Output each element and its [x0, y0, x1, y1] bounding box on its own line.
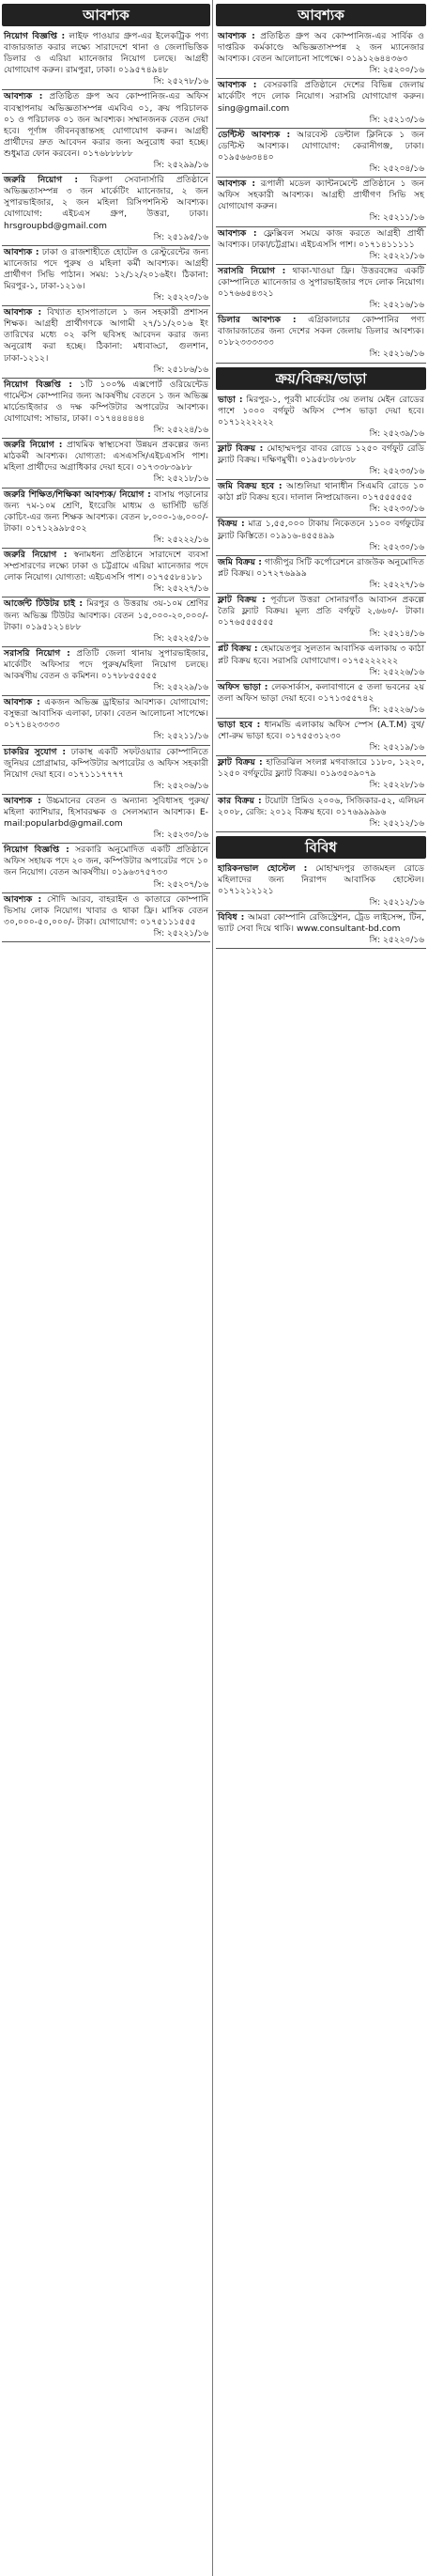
ad-text: লাইফ পাওয়ার গ্রুপ-এর ইলেকট্রিক পণ্য বাজারজাত করার লক্ষ্যে সারাদেশে থানা ও জেলাভিত্তিক ডিলার ও এরিয়া ম্যানেজার নিয়োগ চলছে। আগ্রহী যোগাযোগ করুন। রামপুরা, ঢাকা। ০১৯৫৭৪৯৪৮ — [4, 31, 208, 76]
classified-ad — [216, 795, 426, 832]
section-header-bibidh: বিবিধ — [216, 836, 426, 859]
ad-reference: সি: ২৫২৩০/১৬ — [369, 542, 424, 552]
ad-text: মিরপুর ও উত্তরায় ৩য়-১০ম শ্রেণির জন্য অভিজ্ঞ টিউটর আবশ্যক। বেতন ১৫,০০০-২০,০০০/- টাকা। ০১৯৫১২১৪৮৮ — [4, 598, 208, 632]
classified-ad — [2, 696, 210, 745]
ad-reference: সি: ২৫২১৪/১৬ — [369, 629, 424, 640]
classified-ad — [216, 394, 426, 442]
ad-text: থাকা-খাওয়া ফ্রি। উত্তরবঙ্গের একটি কোম্পানিতে ম্যানেজার ও সুপারভাইজার পদে লোক নিয়োগ। ০১৭৬৬৫৪৩২১ — [218, 265, 424, 299]
ad-reference: সি: ২৫২২০/১৬ — [369, 936, 424, 946]
classified-ad — [2, 30, 210, 90]
ad-reference: সি: ২৫২১৬/১৬ — [369, 301, 424, 311]
ad-reference: সি: ২৫১৯৫/১৬ — [153, 232, 208, 242]
ad-reference: সি: ২৫২০৬/১৬ — [153, 781, 208, 791]
ad-text: ফ্লেক্সিবল সময়ে কাজ করতে আগ্রহী প্রার্থী আবশ্যক। ঢাকা/চট্টগ্রাম। এইচএসসি পাশ। ০১৭১৪১১১১১ — [218, 227, 425, 250]
classified-ad — [2, 893, 210, 942]
ad-reference: সি: ২৫২০৪/১৬ — [369, 164, 424, 175]
ad-reference: সি: ২৫২০০/১৬ — [369, 66, 424, 76]
ad-text: পূর্বাচল উত্তরা সোনারগাঁও আবাসন প্রকল্পে তৈরি ফ্ল্যাট বিক্রয়। মূল্য প্রতি বর্গফুট ২,৬৬০/- টাকা। ০১৭৬৫৫৫৫৫৫ — [218, 595, 424, 628]
ad-lead: সরাসরি নিয়োগ : — [4, 647, 70, 659]
ad-reference: সি: ২৫২২৮/১৬ — [369, 781, 424, 791]
ad-reference: সি: ২৫২১৩/১৬ — [369, 115, 424, 125]
ad-text: প্রতিষ্ঠিত গ্রুপ অব কোম্পানিজ-এর সার্বিক ও দাপ্তরিক কর্মকাণ্ডে অভিজ্ঞতাসম্পন্ন ২ জন ম্যানেজার আবশ্যক। বেতন আলোচনা সাপেক্ষে। ০১৯১২৬৪৪৩৬৩ — [218, 31, 424, 65]
ad-reference: সি: ২৫২০৭/১৬ — [153, 879, 208, 890]
ad-text: বেসরকারি প্রতিষ্ঠানে দেশের বিভিন্ন জেলায় মার্কেটিং পদে লোক নিয়োগ। সরাসরি যোগাযোগ করুন। sing@gmail.com — [218, 80, 424, 114]
section-header-kroy-bikroy: ক্রয়/বিক্রয়/ভাড়া — [216, 367, 426, 390]
ad-text: ১টি ১০০% এক্সপোর্ট ওরিয়েন্টেড গার্মেন্টস কোম্পানির জন্য আকর্ষণীয় বেতনে ১ জন অভিজ্ঞ মার্চেন্ডাইজার ও দক্ষ কম্পিউটার অপারেটর আবশ্যক। যোগাযোগ: সাভার, ঢাকা। ০১৭৪৪৪৪৪৪ — [4, 379, 208, 424]
classified-ad — [216, 442, 426, 480]
ad-reference: সি: ২৫১৮৬/১৬ — [153, 365, 208, 375]
ad-lead: আবশ্যক : — [4, 91, 43, 102]
ad-text: রূপালী মডেল ক্যান্টনমেন্টে প্রতিষ্ঠানে ১ জন অফিস সহকারী আবশ্যক। আগ্রহী প্রার্থীগণ সিভি সহ যোগাযোগ করুন। — [218, 178, 425, 212]
ad-reference: সি: ২৫২১৯/১৬ — [369, 743, 424, 753]
ad-lead: চাকরির সুযোগ : — [4, 746, 67, 757]
ad-text: আশুলিয়া থানাধীন সিএমবি রোডে ১০ কাঠা প্লট বিক্রয় হবে। দালাল নিষ্প্রয়োজন। ০১৭৫৫৫৫৫৫ — [218, 481, 424, 504]
ad-lead: নিয়োগ বিজ্ঞপ্তি : — [4, 31, 66, 41]
ad-reference: সি: ২৫২৩৯/১৬ — [369, 428, 424, 439]
ad-lead: ডেন্টিস্ট আবশ্যক : — [218, 129, 291, 140]
classified-ad — [216, 518, 426, 555]
column-divider — [212, 0, 213, 2576]
ad-lead: আবশ্যক : — [218, 227, 257, 239]
classified-ad — [2, 489, 210, 549]
ad-text: আমরা কোম্পানি রেজিস্ট্রেশন, ট্রেড লাইসেন্স, টিন, ভ্যাট সেবা দিয়ে থাকি। www.consultant-bd.com — [218, 912, 424, 935]
classified-ad — [2, 439, 210, 488]
ad-reference: সি: ২৫২২১/১৬ — [153, 928, 208, 939]
classified-ad — [2, 379, 210, 439]
ad-lead: আবশ্যক : — [218, 80, 257, 91]
ad-lead: জরুরি শিক্ষিত/শিক্ষিকা আবশ্যক/ নিয়োগ : — [4, 489, 151, 500]
ad-text: মাত্র ১,৫৫,০০০ টাকায় নিকেতনে ১১০০ বর্গফুটের ফ্ল্যাট কিস্তিতে। ০১৯১৬-৪৫৫৪৯৯ — [218, 519, 424, 541]
classified-ad — [216, 862, 426, 911]
classified-ad — [216, 227, 426, 265]
ad-text: এগ্রিকালচার কোম্পানির পণ্য বাজারজাতের জন্য দেশের সকল জেলায় ডিলার আবশ্যক। ০১৮২৩৩৩৩৩৩ — [218, 315, 424, 349]
ad-reference: সি: ২৫২৩৩/১৬ — [369, 467, 424, 477]
ad-reference: সি: ২৫২২৭/১৬ — [153, 584, 208, 595]
ad-lead: ফ্লাট বিক্রয় : — [218, 757, 263, 768]
ad-lead: জরুরি নিয়োগ : — [4, 440, 63, 451]
ad-lead: অফিস ভাড়া : — [218, 681, 268, 692]
ad-lead: বিবিধ : — [218, 912, 245, 923]
ad-reference: সি: ২৫২২৫/১৬ — [153, 633, 208, 644]
ad-text: একজন অভিজ্ঞ ড্রাইভার আবশ্যক। যোগাযোগ: বসুন্ধরা আবাসিক এলাকা, ঢাকা। বেতন আলোচনা সাপেক্ষে। ০১৭১৪২৩৩৩৩ — [4, 697, 208, 731]
section-header-abashyak-right: আবশ্যক — [216, 4, 426, 26]
classified-ad — [2, 306, 210, 379]
classified-ad — [2, 90, 210, 174]
ad-reference: সি: ২৫২১৬/১৬ — [369, 349, 424, 360]
ad-text: স্বনামধন্য প্রতিষ্ঠানে সারাদেশে ব্যবসা সম্প্রসারণের লক্ষ্যে ঢাকা ও চট্টগ্রামে এরিয়া ম্যানেজার পদে লোক নিয়োগ। যোগ্যতা: এইচএসসি পাশ। ০১৭৫৫৮৪১৮১ — [4, 550, 208, 583]
ad-lead: আবশ্যক : — [218, 31, 255, 41]
ad-lead: আবশ্যক : — [4, 893, 42, 905]
ad-lead: ফ্লাট বিক্রয় : — [218, 595, 266, 606]
ad-text: লেকসার্কাস, কলাবাগানে ৫ তলা ভবনের ২য় তলা অফিস ভাড়া দেয়া হবে। ০১৭১৩৫৫৭৪২ — [218, 681, 424, 704]
ad-lead: সরাসরি নিয়োগ : — [218, 265, 286, 276]
ad-text: হেমায়েতপুর সুলতান আবাসিক এলাকায় ৩ কাঠা প্লট বিক্রয় হবে। সরাসরি যোগাযোগ। ০১৭৫২২২২২২ — [218, 644, 425, 666]
right-ads-list-3 — [216, 862, 426, 950]
ad-reference: সি: ২৫২১৮/১৬ — [153, 474, 208, 485]
classified-ad — [216, 314, 426, 363]
ad-text: হাতিরঝিল সংলগ্ন মগবাজারে ১১৮০, ১২২০, ১২৫০ বর্গফুটের ফ্ল্যাট বিক্রয়। ০১৯৩৫০৯০৭৯ — [218, 757, 424, 780]
ad-text: মোহাম্মদপুর তাজমহল রোডে মহিলাদের জন্য নিরাপদ আবাসিক হোস্টেল। ০১৭১২১২১২১ — [218, 862, 424, 896]
ad-text: ঢাকা ও রাজশাহীতে হোটেল ও রেস্টুরেন্টের জন্য ম্যানেজার পদে পুরুষ ও মহিলা কর্মী আবশ্যক। আগ্রহী প্রার্থীগণ সিভি পাঠান। সময়: ১২/১২/২০১৬ইং। ঠিকানা: মিরপুর-১, ঢাকা-১২১৬। — [4, 246, 208, 291]
classified-ad — [2, 549, 210, 597]
ad-lead: জমি বিক্রয় : — [218, 556, 262, 567]
ad-reference: সি: ২৫২২৬/১৬ — [369, 667, 424, 677]
ad-lead: ফ্লাট বিক্রয় : — [218, 442, 264, 454]
ad-lead: আবশ্যক : — [4, 795, 41, 806]
ad-reference: সি: ২৫২২৪/১৬ — [153, 426, 208, 436]
classified-ad — [216, 129, 426, 178]
ad-reference: সি: ২৫২৭৮/১৬ — [153, 77, 208, 87]
classified-ad — [2, 174, 210, 246]
ad-reference: সি: ২৫২২০/১৬ — [153, 293, 208, 303]
ad-reference: সি: ২৫২১২/১৬ — [369, 818, 424, 829]
ad-lead: আবশ্যক : — [218, 178, 256, 190]
classified-ad — [2, 746, 210, 795]
ad-reference: সি: ২৫২৯৯/১৬ — [153, 161, 208, 171]
ad-text: উচ্চমানের বেতন ও অন্যান্য সুবিধাসহ পুরুষ/মহিলা ক্যাশিয়ার, হিসাবরক্ষক ও সেলসম্যান আবশ্যক। E-mail:popularbd@gmail.com — [4, 795, 208, 830]
classified-ad — [2, 844, 210, 892]
ad-lead: ভাড়া : — [218, 394, 243, 405]
ad-reference: সি: ২৫২৩০/১৬ — [153, 830, 208, 841]
classified-ad — [216, 265, 426, 314]
ad-lead: আবশ্যক : — [4, 246, 39, 257]
ad-lead: হারিকনভাল হোস্টেল : — [218, 862, 308, 874]
ad-lead: আর্জেন্ট টিউটর চাই : — [4, 598, 84, 610]
ad-reference: সি: ২৫২২১/১৬ — [369, 251, 424, 261]
ad-text: ধানমন্ডি এলাকায় অফিস স্পেস (A.T.M) বুথ/শো-রুম ভাড়া হবে। ০১৭৫৫৩১২৩০ — [218, 719, 424, 742]
classified-ad — [216, 719, 426, 756]
right-ads-list-1 — [216, 30, 426, 364]
ad-text: প্রতিটি জেলা থানায় সুপারভাইজার, মার্কেটিং অফিসার পদে পুরুষ/মহিলা নিয়োগ চলছে। আকর্ষণীয় বেতন ও কমিশন। ০১৭৮৮৫৫৫৫৫ — [4, 647, 208, 681]
classified-ad — [216, 30, 426, 79]
ad-reference: সি: ২৫২২৯/১৬ — [153, 683, 208, 693]
ad-reference: সি: ২৫২২২/১৬ — [153, 535, 208, 545]
ad-text: বিরুপা সেবানার্সারি প্রতিষ্ঠানে অভিজ্ঞতাসম্পন্ন ৩ জন মার্কেটিং ম্যানেজার, ২ জন সুপারভাইজার, ২ জন মহিলা রিসিপশনিস্ট আবশ্যক। যোগাযোগ: এইচএস গ্রুপ, উত্তরা, ঢাকা। hrsgroupbd@gmail.com — [4, 175, 208, 231]
ad-lead: ডিলার আবশ্যক : — [218, 315, 297, 326]
section-header-abashyak: আবশ্যক — [2, 4, 210, 26]
ad-lead: কার বিক্রয় : — [218, 795, 262, 806]
right-ads-list-2 — [216, 394, 426, 832]
classified-ad — [2, 246, 210, 306]
ad-lead: আবশ্যক : — [4, 307, 42, 318]
ad-lead: ভাড়া হবে : — [218, 719, 261, 730]
classified-ad — [2, 597, 210, 646]
ad-text: আরবেস্ট ডেন্টাল ক্লিনিকে ১ জন ডেন্টিস্ট আবশ্যক। যোগাযোগ: কেরানীগঞ্জ, ঢাকা। ০১৯৫৬৬৩৪৪০ — [218, 129, 424, 163]
ad-text: বাসায় পড়ানোর জন্য ৭ম-১০ম শ্রেণি, ইংরেজি মাধ্যম ও ভার্সিটি ভর্তি কোচিং-এর জন্য শিক্ষক আবশ্যক। বেতন ৮,০০০-১৬,০০০/- টাকা। ০১৭১২৯৯৮৫০২ — [4, 489, 208, 534]
ad-reference: সি: ২৫২৩৩/১৬ — [369, 504, 424, 515]
classified-ad — [216, 79, 426, 128]
classified-ad — [216, 756, 426, 794]
ad-lead: বিক্রয় : — [218, 519, 245, 530]
ad-text: গাজীপুর সিটি কর্পোরেশনে রাজউক অনুমোদিত প্লট বিক্রয়। ০১৭২৭৬৯৯৯ — [218, 556, 425, 579]
classified-ad — [216, 643, 426, 680]
ad-lead: আবশ্যক : — [4, 697, 40, 708]
right-column — [216, 0, 426, 949]
ad-text: টয়োটা প্রিমিও ২০০৬, সিজিকার-৫২, এলিয়ন ২০০৮, রেজি: ২০১২ বিক্রয় হবে। ০১৭৬৯৯৯৯৬ — [218, 795, 424, 817]
ad-text: প্রাথমিক স্বাস্থ্যসেবা উন্নয়ন প্রকল্পের জন্য মাঠকর্মী আবশ্যক। যোগ্যতা: এসএসসি/এইচএসসি পাশ। মহিলা প্রার্থীদের অগ্রাধিকার দেয়া হবে। ০১৭৩৩৮৩৯৮৮ — [4, 440, 208, 473]
classified-ad — [2, 647, 210, 696]
ad-lead: জরুরি নিয়োগ : — [4, 175, 79, 186]
ad-text: বিখ্যাত হাসপাতালে ১ জন সহকারী প্রশাসন শিক্ষক। আগ্রহী প্রার্থীগণকে আগামী ২৭/১১/২০১৬ ইং তারিখের মধ্যে ০২ কপি ছবিসহ আবেদন করার জন্য অনুরোধ করা হচ্ছে। ঠিকানা: মধ্যবাড্ডা, গুলশান, ঢাকা-১২১২। — [4, 307, 208, 364]
ad-text: সরকারি অনুমোদিত একটি প্রতিষ্ঠানে অফিস সহায়ক পদে ২০ জন, কম্পিউটার অপারেটর পদে ১০ জন নিয়োগ। বেতন আকর্ষণীয়। ০১৯৬৩৭৫৭৩৩ — [4, 845, 208, 878]
classified-ad — [216, 480, 426, 518]
ad-lead: নিয়োগ বিজ্ঞপ্তি : — [4, 379, 72, 390]
left-ads-list — [2, 30, 210, 942]
ad-lead: জরুরি নিয়োগ : — [4, 550, 68, 561]
ad-lead: জমি বিক্রয় হবে : — [218, 481, 283, 492]
ad-text: প্রতিষ্ঠিত গ্রুপ অব কোম্পানিজ-এর অফিস ব্যবস্থাপনায় অভিজ্ঞতাসম্পন্ন এমবিএ ০১, ক্রয় পরিচালক ০১ ও পরিচালক ০১ জন আবশ্যক। সম্মানজনক বেতন দেয়া হবে। পূর্ণাঙ্গ জীবনবৃত্তান্তসহ যোগাযোগ করুন। আগ্রহী প্রার্থীদের দ্রুত আবেদন করার জন্য অনুরোধ করা হচ্ছে। শুধুমাত্র ফোন করবেন। ০১৭৬৮৮৮৮৮ — [4, 91, 208, 159]
classified-ad — [216, 178, 426, 226]
ad-text: সৌদি আরব, বাহরাইন ও কাতারে কোম্পানি ভিসায় লোক নিয়োগ। খাবার ও থাকা ফ্রি। মাসিক বেতন ৩০,০০০-৫০,০০০/- টাকা। যোগাযোগ: ০১৭৫১১১৫৫৫ — [4, 893, 208, 927]
classified-ad — [2, 795, 210, 844]
ad-reference: সি: ২৫২২৬/১৬ — [369, 705, 424, 715]
ad-reference: সি: ২৫২১২/১৬ — [369, 898, 424, 908]
classified-ad — [216, 681, 426, 719]
classified-ad — [216, 594, 426, 643]
ad-reference: সি: ২৫২২৭/১৬ — [369, 580, 424, 590]
ad-reference: সি: ২৫২১১/১৬ — [369, 213, 424, 224]
classified-ad — [216, 911, 426, 949]
ad-text: ঢাকাস্থ একটি সফটওয়্যার কোম্পানিতে জুনিয়র প্রোগ্রামার, কম্পিউটার অপারেটর ও অফিস সহকারী নিয়োগ দেয়া হবে। ০১৭১১১৭৭৭৭ — [4, 746, 208, 780]
left-column — [2, 0, 210, 942]
ad-text: মিরপুর-১, পূরবী মার্কেটের ৩য় তলায় মেইন রোডের পাশে ১০০০ বর্গফুট অফিস স্পেস ভাড়া দেয়া হবে। ০১৭১২২২২২২ — [218, 394, 424, 427]
ad-reference: সি: ২৫২১১/১৬ — [153, 732, 208, 742]
ad-lead: নিয়োগ বিজ্ঞপ্তি : — [4, 845, 69, 856]
ad-text: মোহাম্মদপুর বাবর রোডে ১২৫০ বর্গফুট রেডি ফ্ল্যাট বিক্রয়। দক্ষিণমুখী। ০১৯৫৮৩৮৮৩৮ — [218, 442, 424, 465]
ad-lead: প্লট বিক্রয় : — [218, 644, 258, 655]
classified-ad — [216, 556, 426, 594]
